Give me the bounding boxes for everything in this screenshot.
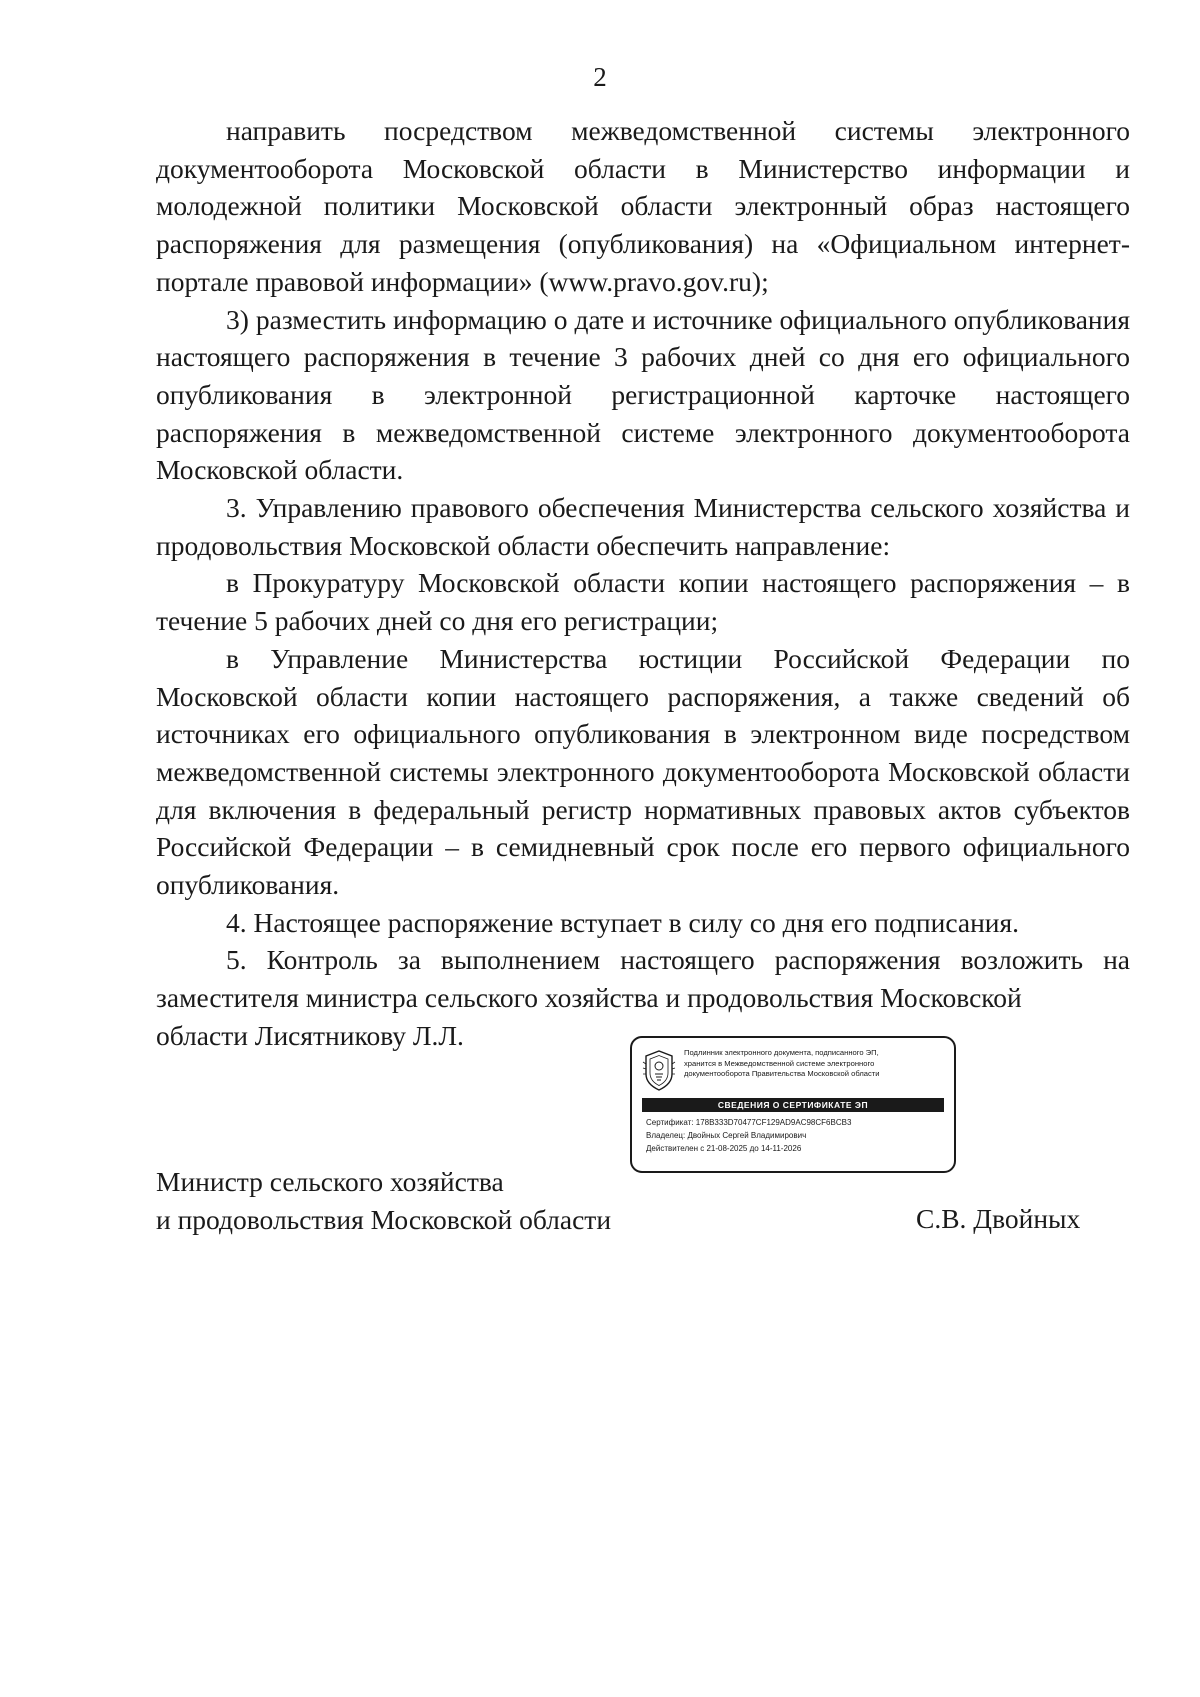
paragraph-3: 3. Управлению правового обеспечения Министерства сельского хозяйства и продовольствия Московской области обеспечить направление: <box>156 492 1130 561</box>
signer-position-line-2: и продовольствия Московской области <box>156 1203 612 1235</box>
paragraph-7: 5. Контроль за выполнением настоящего распоряжения возложить на заместителя министра сельского хозяйства и продовольствия Московской <box>156 944 1130 1014</box>
document-body <box>156 112 1130 1055</box>
stamp-notice-line: хранится в Межведомственной системе электронного <box>684 1058 875 1068</box>
stamp-notice-line: документооборота Правительства Московской области <box>684 1069 880 1078</box>
stamp-certificate: Сертификат: 178B333D70477CF129AD9AC98CF6BCB3 <box>646 1118 852 1127</box>
paragraph-4: в Прокуратуру Московской области копии настоящего распоряжения – в течение 5 рабочих дней со дня его регистрации; <box>156 567 1130 637</box>
paragraph-2: 3) разместить информацию о дате и источнике официального опубликования настоящего распоряжения в течение 3 рабочих дней со дня его официального опубликования в электронной регистрационной карточке настоящего распоряжения в межведомственной системе электронного документооборота Московской области. <box>156 303 1130 486</box>
signer-position-line-1: Министр сельского хозяйства <box>156 1166 504 1197</box>
stamp-top <box>642 1046 946 1096</box>
stamp-notice <box>684 1048 946 1080</box>
signer-position <box>156 1163 611 1238</box>
stamp-owner: Владелец: Двойных Сергей Владимирович <box>646 1131 807 1140</box>
paragraph-6: 4. Настоящее распоряжение вступает в силу со дня его подписания. <box>226 906 1020 938</box>
stamp-header: СВЕДЕНИЯ О СЕРТИФИКАТЕ ЭП <box>642 1098 944 1112</box>
stamp-details <box>646 1116 944 1155</box>
page-number: 2 <box>593 62 607 92</box>
coat-of-arms-icon <box>642 1048 676 1092</box>
paragraph-1: направить посредством межведомственной системы электронного документооборота Московской области в Министерство информации и молодежной политики Московской области электронный образ настоящего распоряжения для размещения (опубликования) на «Официальном интернет-портале правовой информации» (www.pravo.gov.ru); <box>156 115 1130 297</box>
paragraph-7-last-line: области Лисятникову Л.Л. <box>156 1019 464 1051</box>
electronic-signature-stamp <box>630 1036 956 1173</box>
stamp-notice-line: Подлинник электронного документа, подписанного ЭП, <box>684 1048 879 1057</box>
signer-name: С.В. Двойных <box>916 1203 1081 1234</box>
stamp-validity: Действителен с 21-08-2025 до 14-11-2026 <box>646 1144 802 1153</box>
paragraph-5: в Управление Министерства юстиции Российской Федерации по Московской области копии настоящего распоряжения, а также сведений об источниках его официального опубликования в электронном виде посредством межведомственной системы электронного документооборота Московской области для включения в федеральный регистр нормативных правовых актов субъектов Российской Федерации – в семидневный срок после его первого официального опубликования. <box>156 642 1130 901</box>
